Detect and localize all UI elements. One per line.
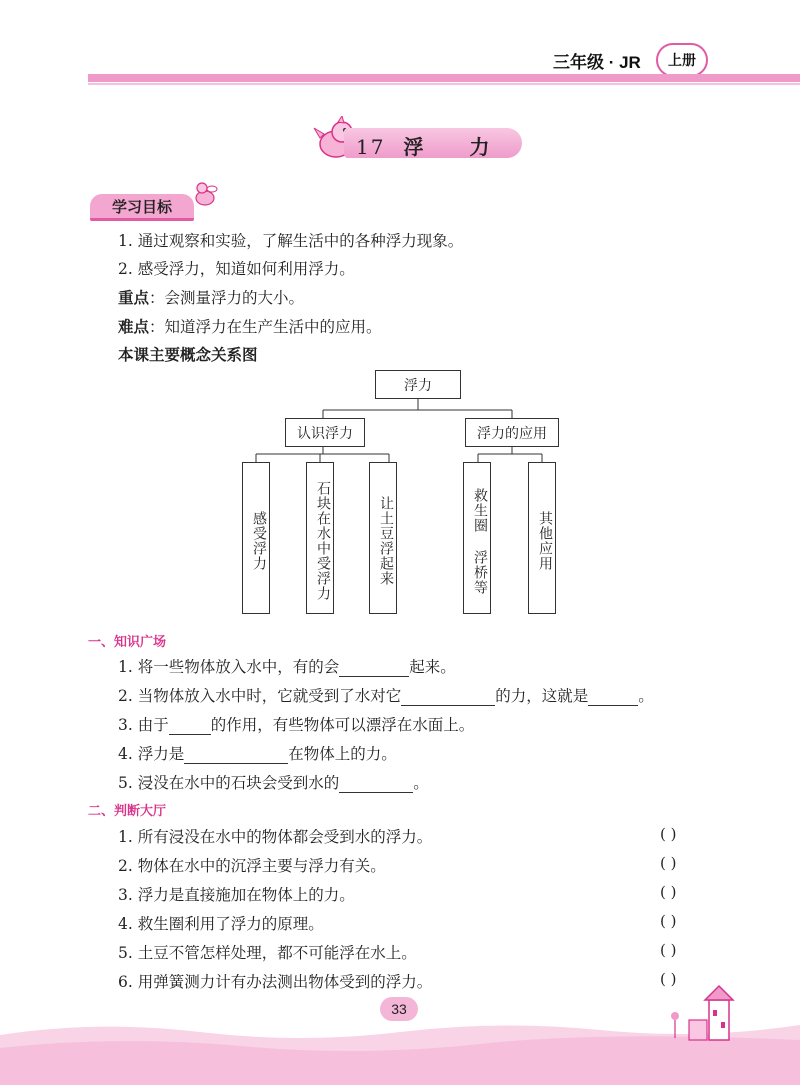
fill-question-3-text: 3. 由于 (118, 716, 169, 734)
key-point-text: ：会测量浮力的大小。 (149, 289, 305, 307)
fill-question-2-mid: 的力，这就是 (495, 687, 589, 705)
answer-paren[interactable]: ( ) (660, 825, 677, 843)
answer-paren[interactable]: ( ) (660, 970, 677, 988)
blank-field[interactable] (339, 660, 409, 677)
fill-question-2-text: 2. 当物体放入水中时，它就受到了水对它 (118, 687, 402, 705)
answer-paren[interactable]: ( ) (660, 941, 677, 959)
difficulty-label: 难点 (118, 318, 150, 336)
diagram-leaf-potato: 让土豆浮起来 (369, 462, 397, 614)
fill-question-5-tail: 。 (413, 774, 429, 792)
diagram-leaf-stone: 石块在水中受浮力 (306, 462, 334, 614)
blank-field[interactable] (401, 689, 495, 706)
judge-item-5: 5. 土豆不管怎样处理，都不可能浮在水上。 (118, 944, 417, 962)
section-knowledge-heading: 一、知识广场 (88, 635, 167, 650)
fill-question-5-text: 5. 浸没在水中的石块会受到水的 (118, 774, 340, 792)
diagram-leaf-feel: 感受浮力 (242, 462, 270, 614)
fill-question-1 (118, 655, 456, 677)
lighthouse-icon (665, 982, 745, 1044)
judge-item-3: 3. 浮力是直接施加在物体上的力。 (118, 886, 355, 904)
fill-question-3-tail: 的作用，有些物体可以漂浮在水面上。 (210, 716, 475, 734)
goal-item-1: 1. 通过观察和实验，了解生活中的各种浮力现象。 (118, 232, 464, 250)
answer-paren[interactable]: ( ) (660, 854, 677, 872)
blank-field[interactable] (169, 718, 211, 735)
fill-question-2-tail: 。 (638, 687, 654, 705)
blank-field[interactable] (588, 689, 638, 706)
fill-question-3 (118, 713, 474, 735)
fill-question-4 (118, 742, 397, 764)
fill-question-2 (118, 684, 654, 706)
concept-map-title: 本课主要概念关系图 (118, 346, 258, 364)
key-point-label: 重点 (118, 289, 150, 307)
answer-paren[interactable]: ( ) (660, 883, 677, 901)
diagram-leaf-other: 其他应用 (528, 462, 556, 614)
diagram-root-box: 浮力 (375, 370, 461, 399)
lesson-number: 17 (356, 135, 386, 159)
blank-field[interactable] (339, 776, 413, 793)
blank-field[interactable] (184, 747, 288, 764)
fill-question-4-tail: 在物体上的力。 (288, 745, 397, 763)
grade-label: 三年级 · JR (553, 53, 641, 72)
difficulty-text: ：知道浮力在生产生活中的应用。 (149, 318, 382, 336)
fill-question-4-text: 4. 浮力是 (118, 745, 185, 763)
goals-tab: 学习目标 (90, 194, 194, 221)
lesson-title-char-1: 浮 (403, 135, 426, 159)
judge-item-6: 6. 用弹簧测力计有办法测出物体受到的浮力。 (118, 973, 433, 991)
section-judgement-heading: 二、判断大厅 (88, 804, 167, 819)
fill-question-5 (118, 771, 429, 793)
judge-item-4: 4. 救生圈利用了浮力的原理。 (118, 915, 324, 933)
answer-paren[interactable]: ( ) (660, 912, 677, 930)
fill-question-1-text: 1. 将一些物体放入水中，有的会 (118, 658, 340, 676)
goal-item-2: 2. 感受浮力，知道如何利用浮力。 (118, 260, 355, 278)
page-number: 33 (380, 997, 418, 1021)
volume-badge: 上册 (656, 43, 708, 77)
judge-item-1: 1. 所有浸没在水中的物体都会受到水的浮力。 (118, 828, 433, 846)
diagram-node-recognize: 认识浮力 (285, 418, 365, 447)
lesson-title-char-2: 力 (469, 135, 492, 159)
diagram-leaf-lifebuoy: 救生圈 浮桥等 (463, 462, 491, 614)
judge-item-2: 2. 物体在水中的沉浮主要与浮力有关。 (118, 857, 386, 875)
diagram-node-application: 浮力的应用 (465, 418, 559, 447)
fill-question-1-tail: 起来。 (409, 658, 456, 676)
